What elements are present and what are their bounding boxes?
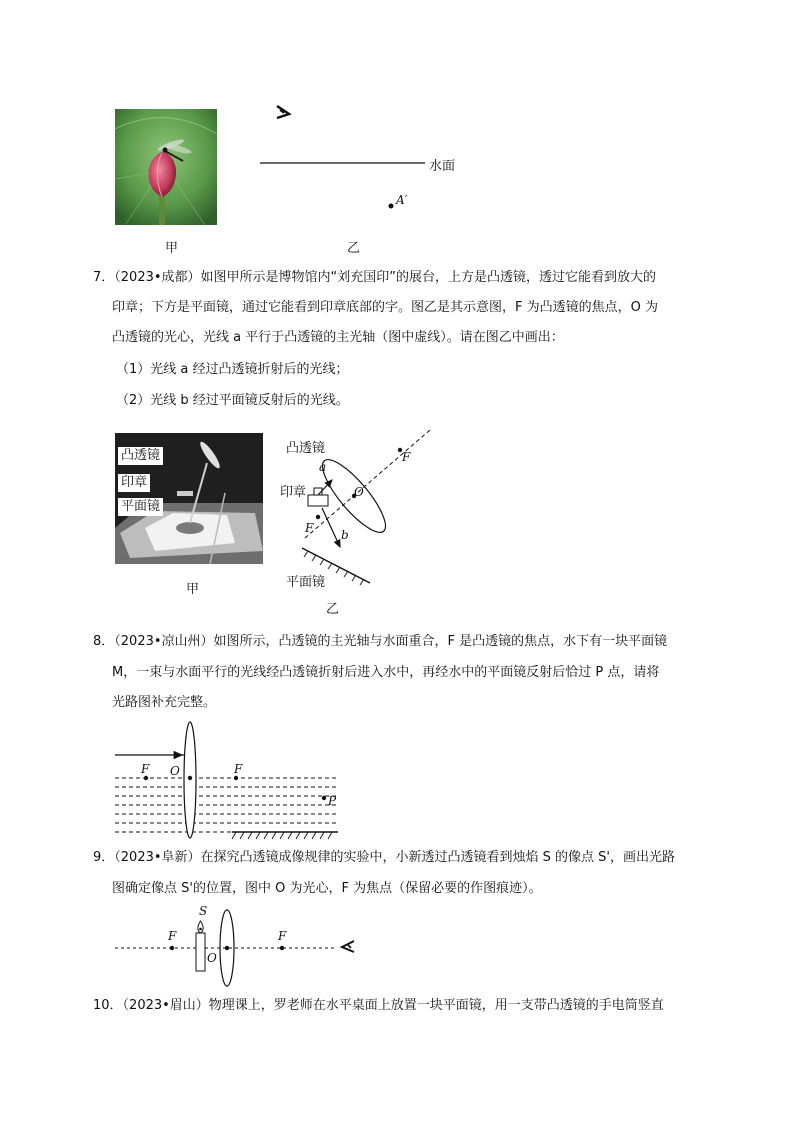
q7-label-seal: 印章 xyxy=(280,485,307,500)
photo-tag-lens: 凸透镜 xyxy=(118,447,163,465)
q9-label-o: O xyxy=(207,951,217,965)
focus-right xyxy=(234,776,238,780)
q9-label-f-right: F xyxy=(278,929,287,943)
focus-right xyxy=(280,946,284,950)
diagram-label-yi: 乙 xyxy=(347,241,361,256)
point-a-prime-label: A′ xyxy=(396,193,408,207)
q7-label-o: O xyxy=(354,485,364,499)
q7-label-lens: 凸透镜 xyxy=(286,441,326,456)
point-p xyxy=(322,796,326,800)
q9-label-s: S xyxy=(199,904,208,918)
q7-item-2: （2）光线 b 经过平面镜反射后的光线。 xyxy=(116,393,349,408)
q8-label-o: O xyxy=(170,764,180,778)
photo-label-jia: 甲 xyxy=(165,241,179,256)
photo-tag-mirror: 平面镜 xyxy=(118,498,163,516)
q9-line-1: 9．（2023•阜新）在探究凸透镜成像规律的实验中，小新透过凸透镜看到烛焰 S 的像点 S'，画出光路 xyxy=(93,850,675,865)
q7-line-2: 印章；下方是平面镜，通过它能看到印章底部的字。图乙是其示意图，F 为凸透镜的焦点，O 为 xyxy=(112,300,658,315)
diagram-label-yi-q7: 乙 xyxy=(326,602,340,617)
q8-diagram xyxy=(110,720,350,842)
photo-label-jia-q7: 甲 xyxy=(186,582,200,597)
q7-label-mirror: 平面镜 xyxy=(286,575,326,590)
q7-label-f-bottom: F xyxy=(305,521,314,535)
lotus-dragonfly-photo xyxy=(115,109,217,225)
q7-label-f-top: F xyxy=(402,450,411,464)
flame xyxy=(198,921,203,933)
mirror-hatch xyxy=(232,832,332,839)
q8-line-2: M，一束与水面平行的光线经凸透镜折射后进入水中，再经水中的平面镜反射后恰过 P 点，请将 xyxy=(112,665,660,680)
q8-line-3: 光路图补充完整。 xyxy=(112,695,217,710)
focus-left xyxy=(170,946,174,950)
q8-label-p: P xyxy=(328,794,337,808)
ray-b xyxy=(322,508,340,547)
optical-center xyxy=(188,776,192,780)
q7-label-b: b xyxy=(341,528,349,542)
point-a-prime xyxy=(389,204,394,209)
q9-label-f-left: F xyxy=(168,929,177,943)
eye-icon xyxy=(342,941,354,952)
seal-body xyxy=(308,495,328,506)
photo-tag-seal: 印章 xyxy=(118,474,150,492)
q7-line-1: 7．（2023•成都）如图甲所示是博物馆内“刘充国印”的展台，上方是凸透镜，透过它能看到放大的 xyxy=(93,270,656,285)
focus-bottom xyxy=(316,515,320,519)
q7-line-3: 凸透镜的光心，光线 a 平行于凸透镜的主光轴（图中虚线）。请在图乙中画出： xyxy=(112,330,564,345)
water-label: 水面 xyxy=(429,159,456,174)
q9-line-2: 图确定像点 S'的位置，图中 O 为光心，F 为焦点（保留必要的作图痕迹）。 xyxy=(112,881,542,896)
q8-label-f-left: F xyxy=(141,762,150,776)
q8-label-f-right: F xyxy=(234,762,243,776)
candle xyxy=(196,933,205,971)
focus-left xyxy=(144,776,148,780)
q8-line-1: 8．（2023•凉山州）如图所示，凸透镜的主光轴与水面重合，F 是凸透镜的焦点，水下有一块平面镜 xyxy=(93,634,668,649)
q10-line-1: 10．（2023•眉山）物理课上，罗老师在水平桌面上放置一块平面镜，用一支带凸透镜的手电筒竖直 xyxy=(93,998,664,1013)
q7-item-1: （1）光线 a 经过凸透镜折射后的光线； xyxy=(116,362,349,377)
q7-label-a: a xyxy=(319,460,327,474)
optical-center xyxy=(225,946,229,950)
eye-icon xyxy=(277,106,289,118)
q9-diagram xyxy=(110,905,360,990)
